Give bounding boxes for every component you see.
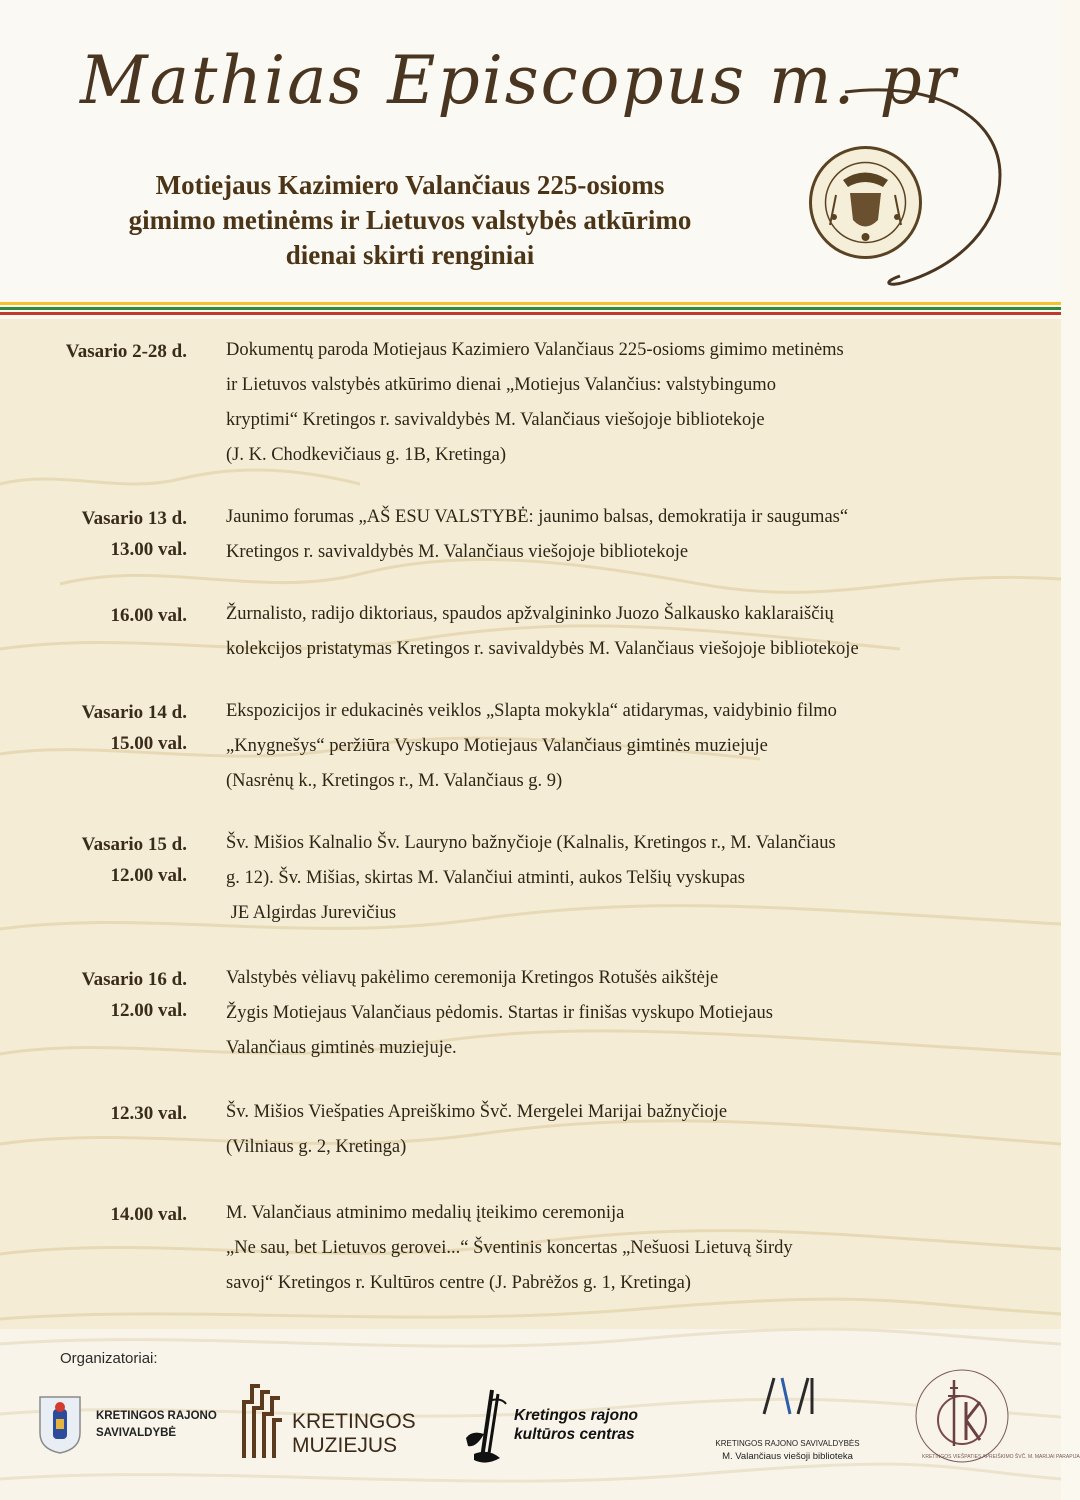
logo-parapija	[914, 1368, 1080, 1464]
event-date: 16.00 val.	[110, 605, 187, 626]
title-line-1: Motiejaus Kazimiero Valančiaus 225-osioms	[155, 170, 665, 200]
logo-kretingos-muziejus	[240, 1382, 440, 1462]
logo-biblioteka-line-2: M. Valančiaus viešoji biblioteka	[722, 1451, 853, 1462]
logo-savivaldybe-line-2: SAVIVALDYBĖ	[96, 1427, 177, 1439]
parish-emblem-icon	[914, 1368, 1080, 1464]
flag-stripes	[0, 302, 1061, 319]
event-description: Jaunimo forumas „AŠ ESU VALSTYBĖ: jaunimo balsas, demokratija ir saugumas“ Kretingos r. savivaldybės M. Valančiaus viešojoje bibliotekoje	[226, 507, 849, 562]
event-description: Žurnalisto, radijo diktoriaus, spaudos apžvalgininko Juozo Šalkausko kaklaraiščių kolekcijos pristatymas Kretingos r. savivaldybės M. Valančiaus viešojoje bibliotekoje	[226, 604, 859, 659]
logo-muziejus-line-1: KRETINGOS	[292, 1410, 416, 1433]
title-line-3: dienai skirti renginiai	[285, 240, 535, 270]
logo-muziejus-line-2: MUZIEJUS	[292, 1434, 397, 1457]
museum-columns-icon	[240, 1382, 288, 1460]
event-description: Valstybės vėliavų pakėlimo ceremonija Kretingos Rotušės aikštėje Žygis Motiejaus Valančiaus pėdomis. Startas ir finišas vyskupo Motiejaus Valančiaus gimtinės muziejuje.	[226, 968, 773, 1058]
event-description: Dokumentų paroda Motiejaus Kazimiero Valančiaus 225-osioms gimimo metinėms ir Lietuvos valstybės atkūrimo dienai „Motiejus Valančius: valstybingumo kryptimi“ Kretingos r. savivaldybės M. Valančiaus viešojoje bibliotekoje (J. K. Chodkevičiaus g. 1B, Kretinga)	[226, 340, 844, 465]
event-date: Vasario 16 d. 12.00 val.	[81, 969, 187, 1021]
event-description: M. Valančiaus atminimo medalių įteikimo ceremonija „Ne sau, bet Lietuvos gerovei...“ Šventinis koncertas „Nešuosi Lietuvą širdy savoj“ Kretingos r. Kultūros centre (J. Pabrėžos g. 1, Kretinga)	[226, 1203, 793, 1293]
event-date: Vasario 14 d. 15.00 val.	[81, 702, 187, 754]
coat-of-arms-icon	[38, 1395, 82, 1455]
event-description: Šv. Mišios Kalnalio Šv. Lauryno bažnyčioje (Kalnalis, Kretingos r., M. Valančiaus g. 12). Šv. Mišias, skirtas M. Valančiui atminti, aukos Telšių vyskupas JE Algirdas Jurevičius	[226, 833, 836, 923]
signature-text: Mathias Episcopus m. pr	[80, 42, 958, 119]
event-description: Šv. Mišios Viešpaties Apreiškimo Švč. Mergelei Marijai bažnyčioje (Vilniaus g. 2, Kretinga)	[226, 1102, 728, 1157]
event-date: Vasario 13 d. 13.00 val.	[81, 508, 187, 560]
page-title	[60, 168, 760, 273]
event-date: 12.30 val.	[110, 1103, 187, 1124]
logo-kulturos-centras	[462, 1388, 662, 1468]
flag-stripe-red	[0, 312, 1061, 315]
flag-stripe-green	[0, 307, 1061, 310]
bishop-seal-icon	[808, 145, 923, 260]
logo-kretingos-savivaldybe	[38, 1395, 228, 1457]
flag-stripe-yellow	[0, 302, 1061, 305]
event-date: Vasario 2-28 d.	[65, 341, 187, 362]
event-date: 14.00 val.	[110, 1204, 187, 1225]
title-line-2: gimimo metinėms ir Lietuvos valstybės atkūrimo	[128, 205, 692, 235]
event-list	[0, 319, 1061, 1329]
library-m-icon	[760, 1376, 820, 1416]
logo-kultura-line-1: Kretingos rajono	[514, 1407, 639, 1424]
event-date: Vasario 15 d. 12.00 val.	[81, 834, 187, 886]
logo-biblioteka	[700, 1376, 875, 1468]
organizers-label: Organizatoriai:	[60, 1350, 158, 1367]
logo-biblioteka-line-1: KRETINGOS RAJONO SAVIVALDYBĖS	[715, 1439, 860, 1448]
logo-kultura-line-2: kultūros centras	[514, 1426, 635, 1443]
logo-savivaldybe-line-1: KRETINGOS RAJONO	[96, 1410, 217, 1422]
logo-parapija-text: KRETINGOS VIEŠPATIES APREIŠKIMO ŠVČ. M. MARIJAI PARAPIJA	[922, 1454, 1080, 1460]
music-icon	[462, 1388, 512, 1466]
event-description: Ekspozicijos ir edukacinės veiklos „Slapta mokykla“ atidarymas, vaidybinio filmo „Knygnešys“ peržiūra Vyskupo Motiejaus Valančiaus gimtinės muziejuje (Nasrėnų k., Kretingos r., M. Valančiaus g. 9)	[226, 701, 837, 791]
